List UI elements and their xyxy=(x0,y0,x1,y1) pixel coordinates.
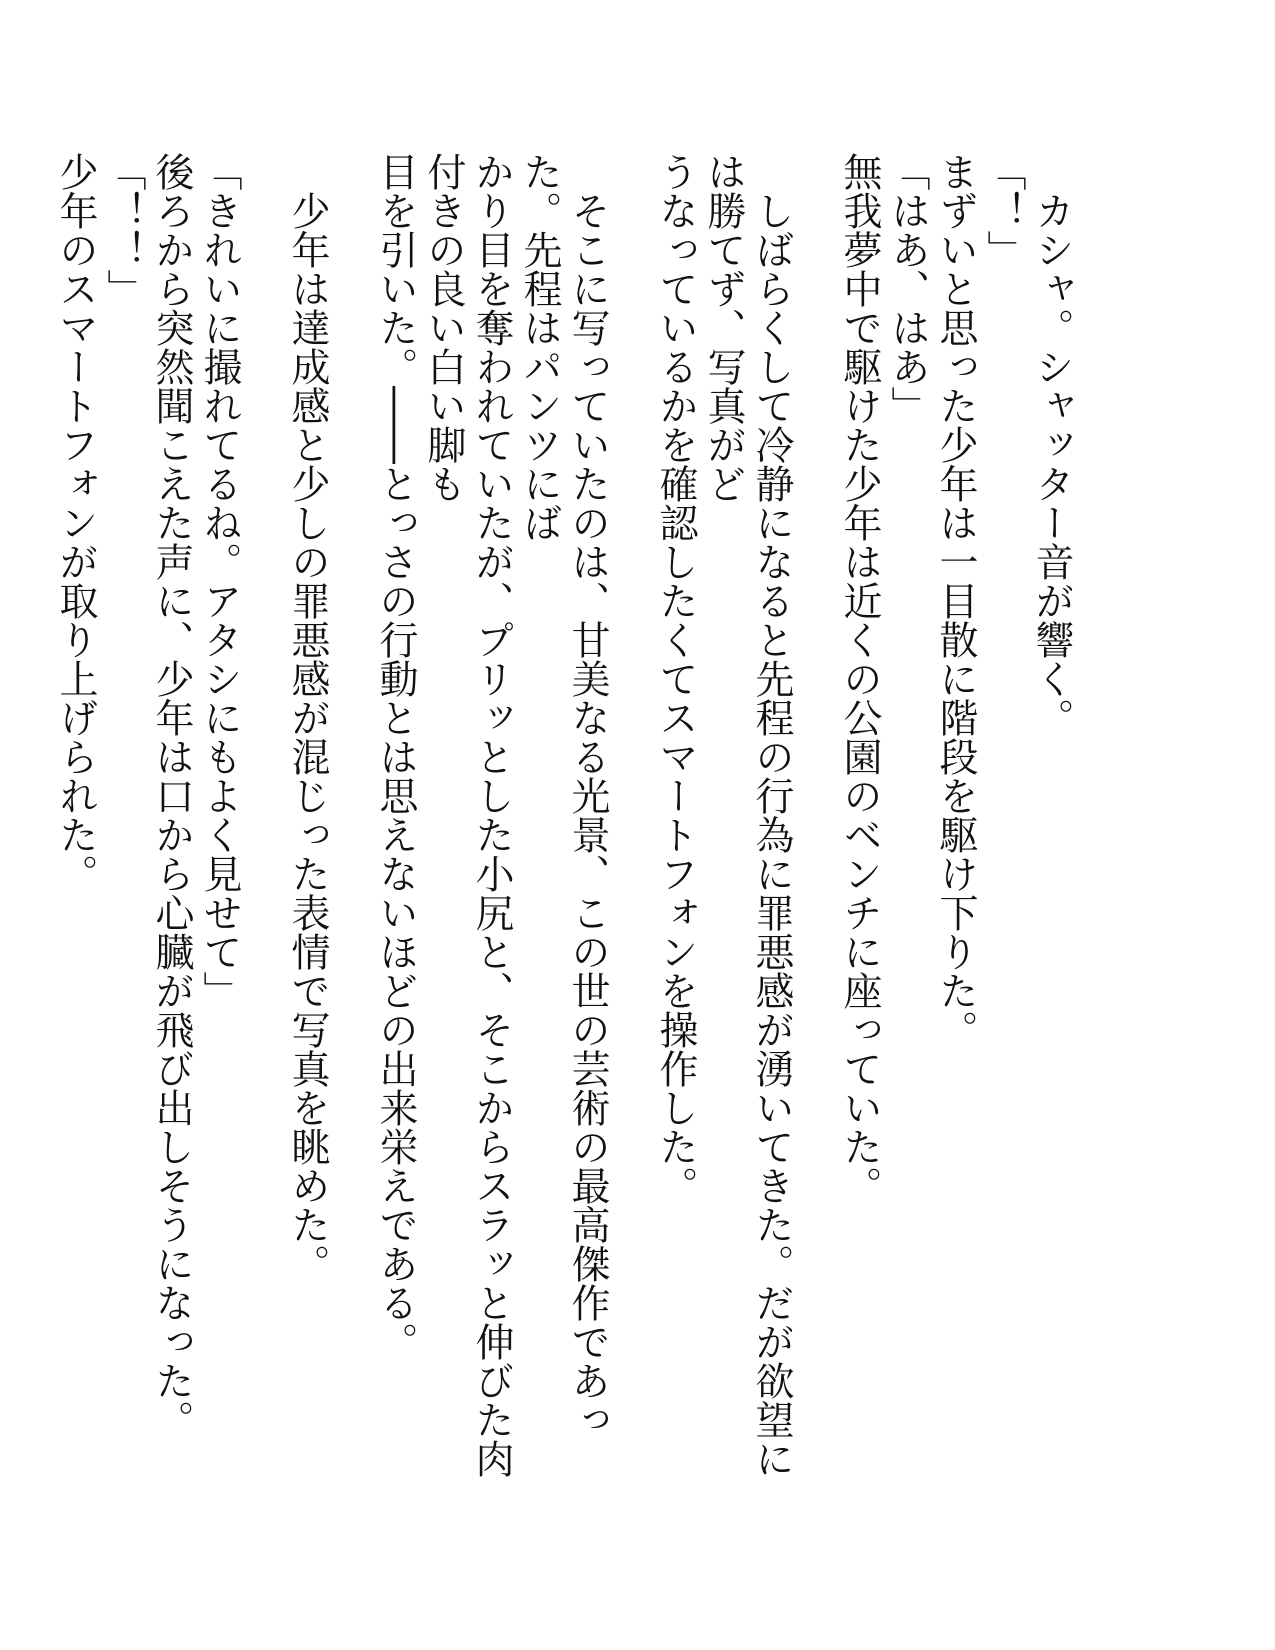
text-line: 「！！」 xyxy=(101,152,146,308)
text-line: 無我夢中で駆けた少年は近くの公園のベンチに座っていた。 xyxy=(837,152,882,1205)
paragraph-gap xyxy=(795,152,835,153)
paragraph-gap xyxy=(611,152,651,153)
text-line: そこに写っていたのは、甘美なる光景、この世の芸術の最高傑作であった。先程はパンツにば xyxy=(517,152,610,1439)
text-line: 少年は達成感と少しの罪悪感が混じった表情で写真を眺めた。 xyxy=(285,191,330,1283)
text-line: まずいと思った少年は一目散に階段を駆け下りた。 xyxy=(933,152,978,1049)
text-line: 「！」 xyxy=(981,152,1026,269)
text-line: 後ろから突然聞こえた声に、少年は口から心臓が飛び出しそうになった。 xyxy=(149,152,194,1439)
paragraph-gap xyxy=(243,152,283,153)
text-line: 「きれいに撮れてるね。アタシにもよく見せて」 xyxy=(197,152,242,1010)
vertical-text-body xyxy=(51,152,1075,1502)
paragraph-gap xyxy=(331,152,371,153)
text-line: うなっているかを確認したくてスマートフォンを操作した。 xyxy=(653,152,698,1205)
text-line: かり目を奪われていたが、プリッとした小尻と、そこからスラッと伸びた肉付きの良い白い脚も xyxy=(421,152,514,1478)
text-line: 「はあ、はあ」 xyxy=(885,152,930,425)
text-line: 目を引いた。――とっさの行動とは思えないほどの出来栄えである。 xyxy=(373,152,418,1361)
text-line: 少年のスマートフォンが取り上げられた。 xyxy=(53,152,98,893)
text-line: カシャ。シャッター音が響く。 xyxy=(1029,191,1074,737)
text-line: しばらくして冷静になると先程の行為に罪悪感が湧いてきた。だが欲望には勝てず、写真がど xyxy=(701,152,794,1478)
